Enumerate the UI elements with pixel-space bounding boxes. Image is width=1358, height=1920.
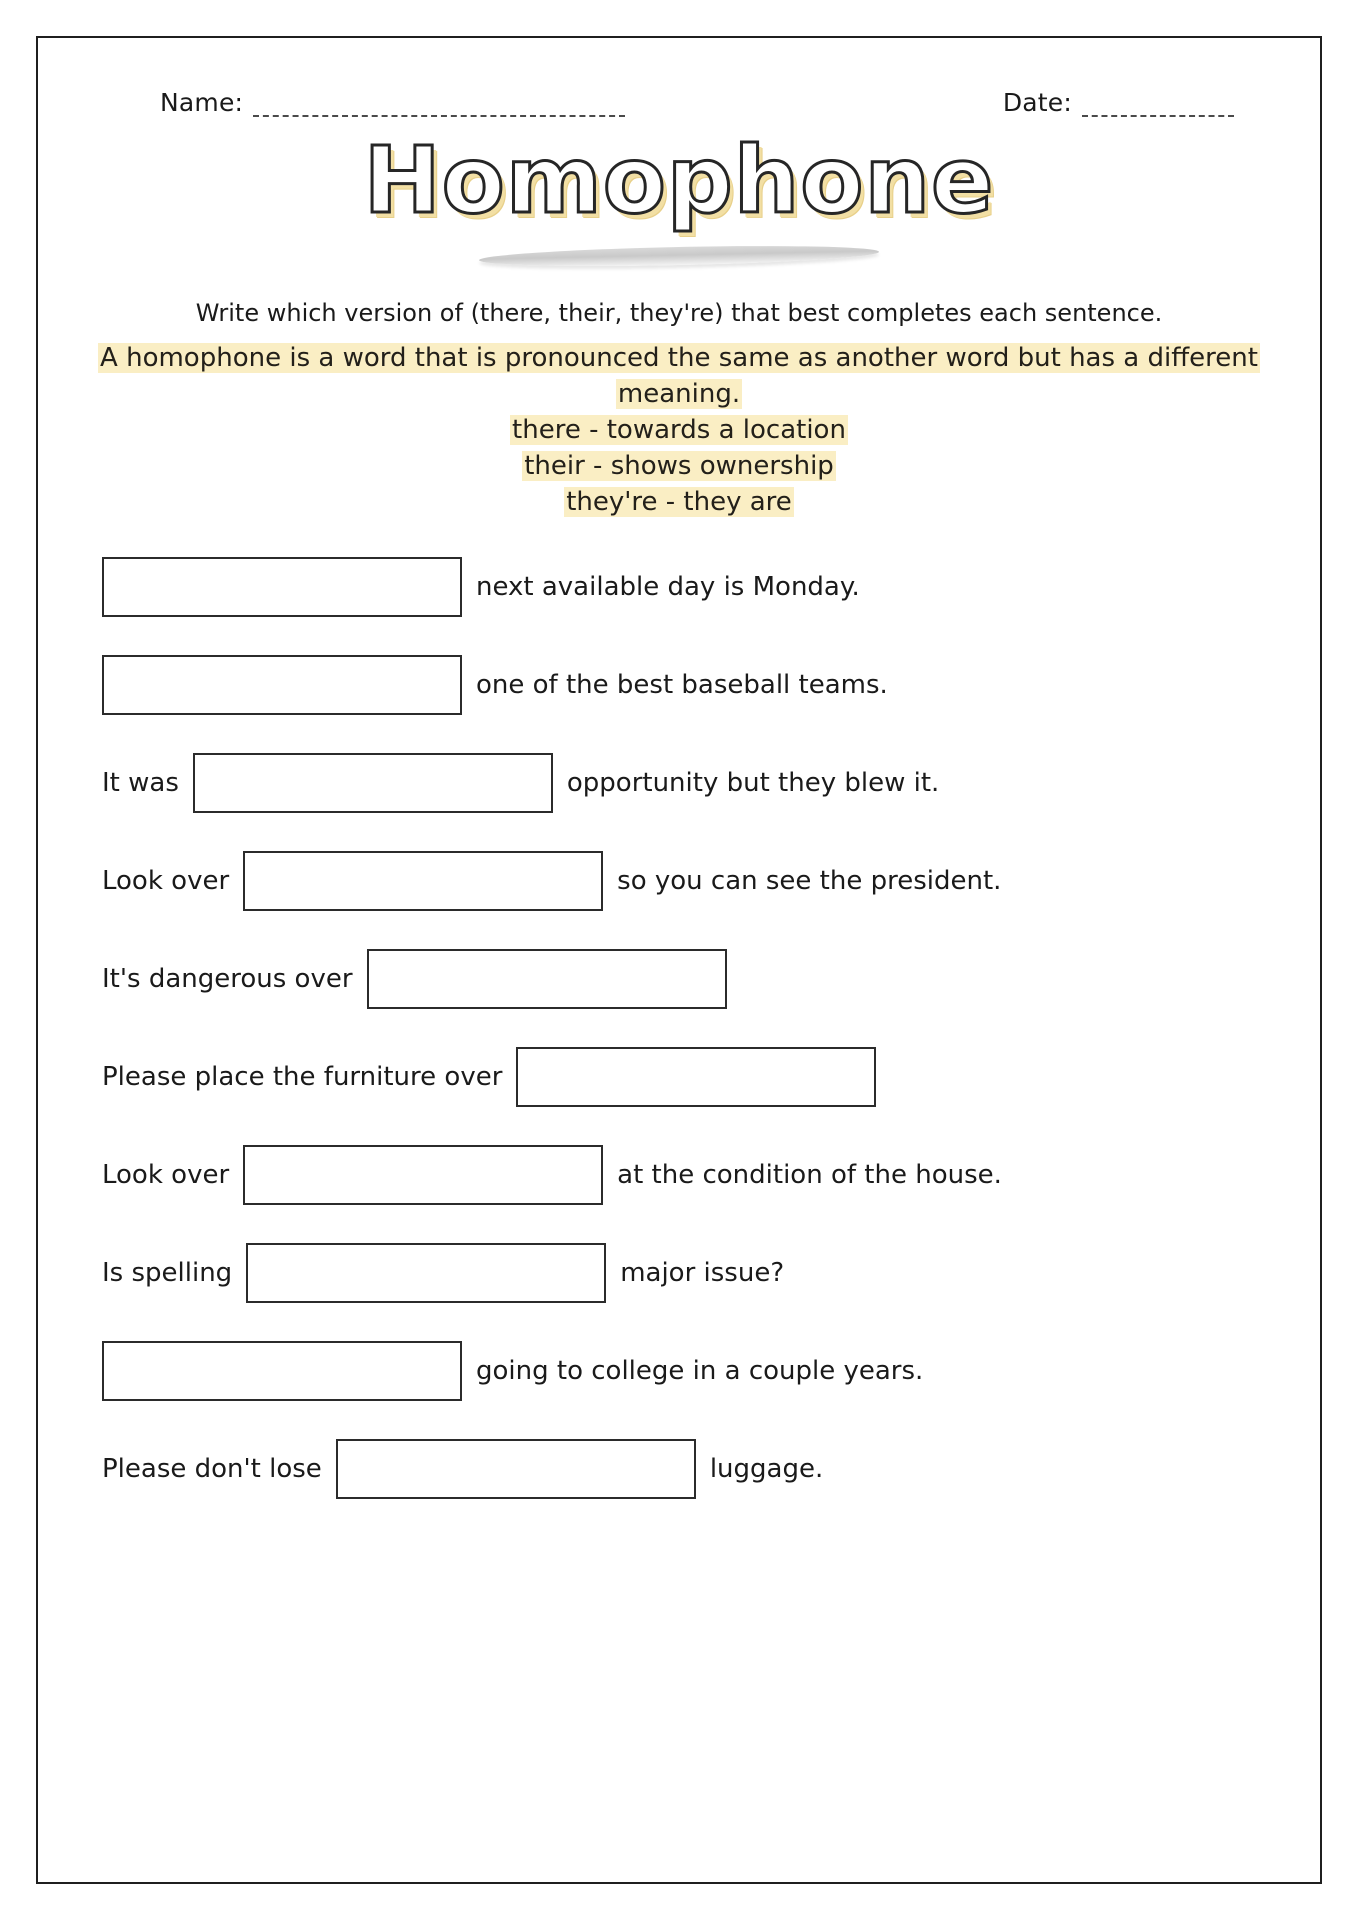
question-text-after: major issue?	[620, 1258, 785, 1289]
name-field[interactable]	[160, 88, 625, 117]
answer-box[interactable]	[243, 1145, 603, 1205]
name-input-line[interactable]	[253, 99, 625, 117]
question-row	[102, 654, 1256, 716]
question-text-before: It's dangerous over	[102, 964, 353, 995]
answer-box[interactable]	[516, 1047, 876, 1107]
question-text-after: luggage.	[709, 1454, 824, 1485]
question-row	[102, 1242, 1256, 1304]
question-row	[102, 850, 1256, 912]
question-text-before: Please place the furniture over	[102, 1062, 503, 1093]
instructions-text: Write which version of (there, their, they're) that best completes each sentence.	[195, 299, 1163, 327]
question-text-after: one of the best baseball teams.	[476, 670, 888, 701]
question-text-before: Please don't lose	[102, 1454, 322, 1485]
title-underline-swoosh	[479, 243, 879, 269]
question-text-after: at the condition of the house.	[617, 1160, 1002, 1191]
answer-box[interactable]	[102, 1341, 462, 1401]
question-text-before: Look over	[102, 866, 230, 897]
page-title: Homophone	[363, 127, 995, 234]
definition-line-2: there - towards a location	[512, 414, 846, 445]
question-text-before: It was	[102, 768, 179, 799]
question-text-after: so you can see the president.	[617, 866, 1002, 897]
question-row	[102, 556, 1256, 618]
question-text-before: Look over	[102, 1160, 230, 1191]
answer-box[interactable]	[193, 753, 553, 813]
name-label: Name:	[160, 88, 244, 117]
definition-line-1: A homophone is a word that is pronounced the same as another word but has a different meaning.	[100, 343, 1258, 409]
questions-list	[90, 556, 1268, 1500]
header-row	[90, 72, 1268, 117]
question-row	[102, 1144, 1256, 1206]
question-row	[102, 1046, 1256, 1108]
answer-box[interactable]	[102, 557, 462, 617]
question-row	[102, 752, 1256, 814]
question-row	[102, 1340, 1256, 1402]
question-row	[102, 1438, 1256, 1500]
question-text-after: going to college in a couple years.	[476, 1356, 924, 1387]
date-input-line[interactable]	[1082, 99, 1234, 117]
question-text-before: Is spelling	[102, 1258, 233, 1289]
worksheet-border	[36, 36, 1322, 1884]
definition-block	[90, 341, 1268, 520]
date-label: Date:	[1002, 88, 1072, 117]
question-text-after: opportunity but they blew it.	[566, 768, 940, 799]
question-text-after: next available day is Monday.	[476, 572, 860, 603]
definition-line-4: they're - they are	[566, 486, 792, 517]
question-row	[102, 948, 1256, 1010]
definition-line-3: their - shows ownership	[524, 450, 834, 481]
answer-box[interactable]	[102, 655, 462, 715]
date-field[interactable]	[1003, 88, 1234, 117]
answer-box[interactable]	[367, 949, 727, 1009]
title-block	[90, 127, 1268, 285]
answer-box[interactable]	[246, 1243, 606, 1303]
answer-box[interactable]	[336, 1439, 696, 1499]
answer-box[interactable]	[243, 851, 603, 911]
